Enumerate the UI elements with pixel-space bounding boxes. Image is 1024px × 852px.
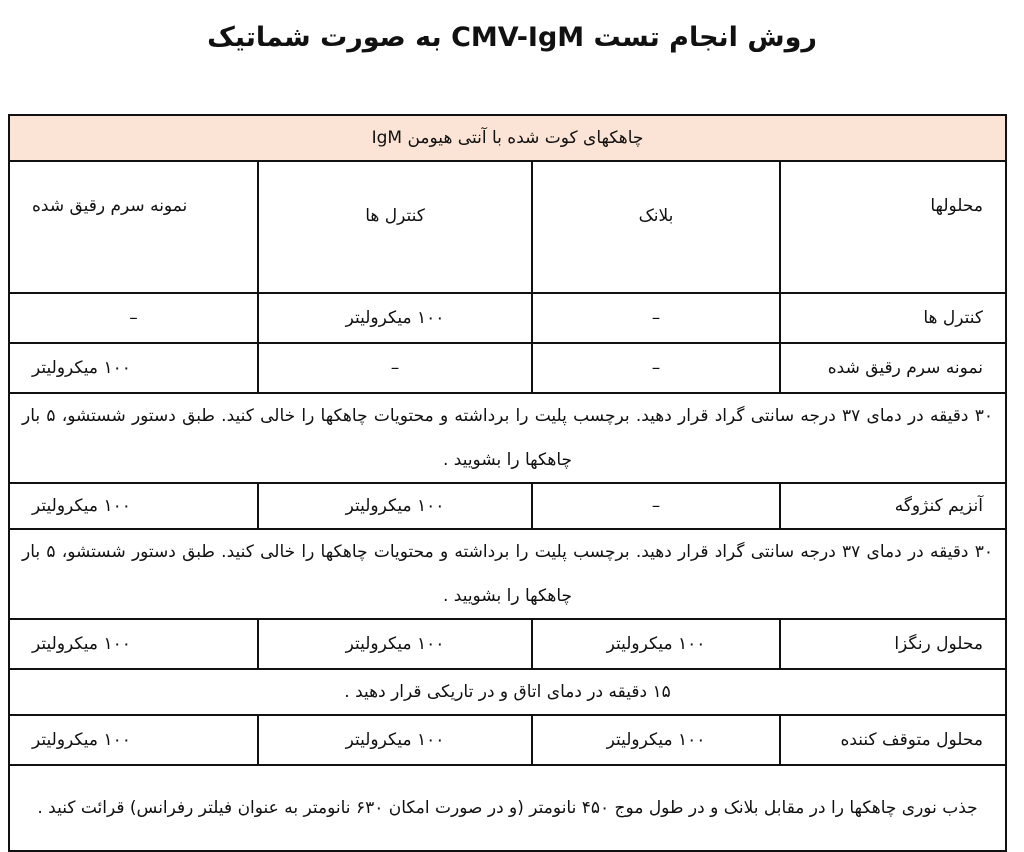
table-header: چاهکهای کوت شده با آنتی هیومن IgM [9, 115, 1006, 161]
cell-blank: ۱۰۰ میکرولیتر [532, 619, 780, 669]
incubation-instruction-3: ۱۵ دقیقه در دمای اتاق و در تاریکی قرار دهید . [9, 669, 1006, 715]
cell-controls: ۱۰۰ میکرولیتر [258, 619, 532, 669]
protocol-table [8, 114, 1007, 852]
cell-sample: ۱۰۰ میکرولیتر [9, 619, 258, 669]
cell-controls: ۱۰۰ میکرولیتر [258, 293, 532, 343]
read-instruction: جذب نوری چاهکها را در مقابل بلانک و در طول موج ۴۵۰ نانومتر (و در صورت امکان ۶۳۰ نانومتر به عنوان فیلتر رفرانس) قرائت کنید . [9, 765, 1006, 851]
cell-controls: – [258, 343, 532, 393]
table-row-stop [9, 715, 1006, 765]
cell-blank: ۱۰۰ میکرولیتر [532, 715, 780, 765]
table-row-incubation-2 [9, 529, 1006, 619]
row-label: محلول متوقف کننده [780, 715, 1006, 765]
row-label: محلول رنگزا [780, 619, 1006, 669]
table-row-sample [9, 343, 1006, 393]
row-label: آنزیم کنژوگه [780, 483, 1006, 529]
cell-sample: ۱۰۰ میکرولیتر [9, 343, 258, 393]
cell-controls: ۱۰۰ میکرولیتر [258, 483, 532, 529]
cell-blank: – [532, 483, 780, 529]
cell-sample: ۱۰۰ میکرولیتر [9, 715, 258, 765]
cell-sample: ۱۰۰ میکرولیتر [9, 483, 258, 529]
row-label: کنترل ها [780, 293, 1006, 343]
column-header-row [9, 161, 1006, 293]
col-header-sample: نمونه سرم رقیق شده [9, 161, 258, 293]
cell-blank: – [532, 293, 780, 343]
table-header-row [9, 115, 1006, 161]
table-row-conjugate [9, 483, 1006, 529]
col-header-blank: بلانک [532, 161, 780, 293]
page-title: روش انجام تست CMV-IgM به صورت شماتیک [207, 22, 817, 53]
table-row-controls [9, 293, 1006, 343]
cell-blank: – [532, 343, 780, 393]
table-row-chromogen [9, 619, 1006, 669]
col-header-solutions: محلولها [780, 161, 1006, 293]
cell-controls: ۱۰۰ میکرولیتر [258, 715, 532, 765]
incubation-instruction-2: ۳۰ دقیقه در دمای ۳۷ درجه سانتی گراد قرار دهید. برچسب پلیت را برداشته و محتویات چاهکها را خالی کنید. طبق دستور شستشو، ۵ بار چاهکها را بشویید . [9, 529, 1006, 619]
table-row-incubation-1 [9, 393, 1006, 483]
incubation-instruction-1: ۳۰ دقیقه در دمای ۳۷ درجه سانتی گراد قرار دهید. برچسب پلیت را برداشته و محتویات چاهکها را خالی کنید. طبق دستور شستشو، ۵ بار چاهکها را بشویید . [9, 393, 1006, 483]
col-header-controls: کنترل ها [258, 161, 532, 293]
table-row-read [9, 765, 1006, 851]
table-row-incubation-3 [9, 669, 1006, 715]
cell-sample: – [9, 293, 258, 343]
row-label: نمونه سرم رقیق شده [780, 343, 1006, 393]
